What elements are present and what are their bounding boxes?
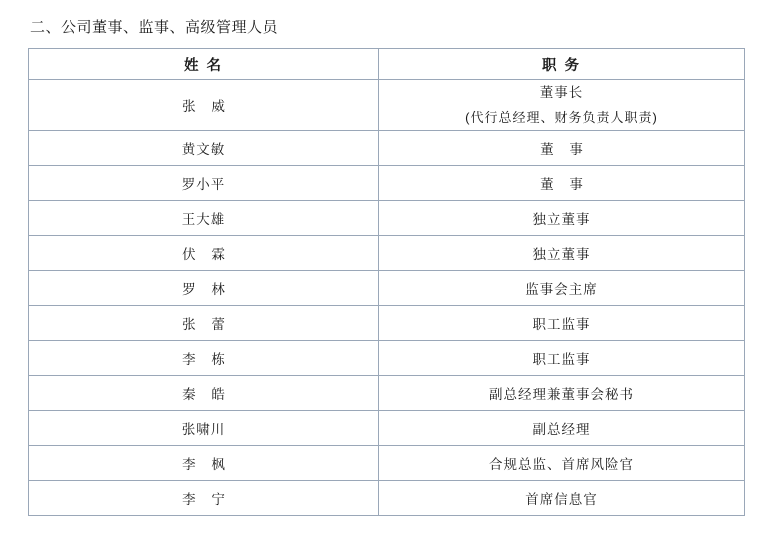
table-row bbox=[29, 131, 745, 166]
cell-title: 合规总监、首席风险官 bbox=[379, 446, 745, 481]
person-name: 张 蕾 bbox=[182, 317, 231, 332]
table-row bbox=[29, 236, 745, 271]
person-name: 秦 皓 bbox=[182, 387, 231, 402]
table-row bbox=[29, 411, 745, 446]
cell-name bbox=[29, 446, 379, 481]
person-name: 李 栋 bbox=[182, 352, 231, 367]
person-name: 伏 霖 bbox=[182, 247, 231, 262]
cell-title bbox=[379, 166, 745, 201]
table-row bbox=[29, 80, 745, 131]
person-title-primary: 董事长 bbox=[539, 85, 584, 100]
cell-title: 独立董事 bbox=[379, 201, 745, 236]
cell-title: 首席信息官 bbox=[379, 481, 745, 516]
cell-title bbox=[379, 131, 745, 166]
table-row bbox=[29, 481, 745, 516]
cell-name bbox=[29, 341, 379, 376]
person-title: 董 事 bbox=[540, 177, 589, 192]
cell-name bbox=[29, 376, 379, 411]
person-title-secondary: (代行总经理、财务负责人职责) bbox=[465, 110, 658, 125]
cell-name bbox=[29, 236, 379, 271]
cell-title: 副总经理 bbox=[379, 411, 745, 446]
person-name: 李 枫 bbox=[182, 457, 231, 472]
table-row bbox=[29, 271, 745, 306]
table-row bbox=[29, 201, 745, 236]
personnel-table bbox=[28, 48, 745, 516]
cell-name bbox=[29, 306, 379, 341]
table-row bbox=[29, 306, 745, 341]
table-row bbox=[29, 166, 745, 201]
cell-title: 副总经理兼董事会秘书 bbox=[379, 376, 745, 411]
person-title: 董 事 bbox=[540, 142, 589, 157]
table-row bbox=[29, 341, 745, 376]
person-name: 罗 林 bbox=[182, 282, 231, 297]
table-row bbox=[29, 446, 745, 481]
table-row bbox=[29, 376, 745, 411]
cell-title: 独立董事 bbox=[379, 236, 745, 271]
cell-name bbox=[29, 271, 379, 306]
cell-name: 张啸川 bbox=[29, 411, 379, 446]
person-name: 李 宁 bbox=[182, 492, 231, 507]
cell-title bbox=[379, 80, 745, 131]
cell-name bbox=[29, 80, 379, 131]
cell-name bbox=[29, 481, 379, 516]
person-name: 张 威 bbox=[182, 99, 231, 114]
cell-name: 罗小平 bbox=[29, 166, 379, 201]
page-title: 二、公司董事、监事、高级管理人员 bbox=[30, 19, 279, 36]
table-header-row bbox=[29, 49, 745, 80]
column-header-name: 姓 名 bbox=[29, 49, 379, 80]
cell-title: 职工监事 bbox=[379, 341, 745, 376]
cell-name: 王大雄 bbox=[29, 201, 379, 236]
cell-title: 监事会主席 bbox=[379, 271, 745, 306]
cell-name: 黄文敏 bbox=[29, 131, 379, 166]
column-header-title: 职 务 bbox=[379, 49, 745, 80]
cell-title: 职工监事 bbox=[379, 306, 745, 341]
